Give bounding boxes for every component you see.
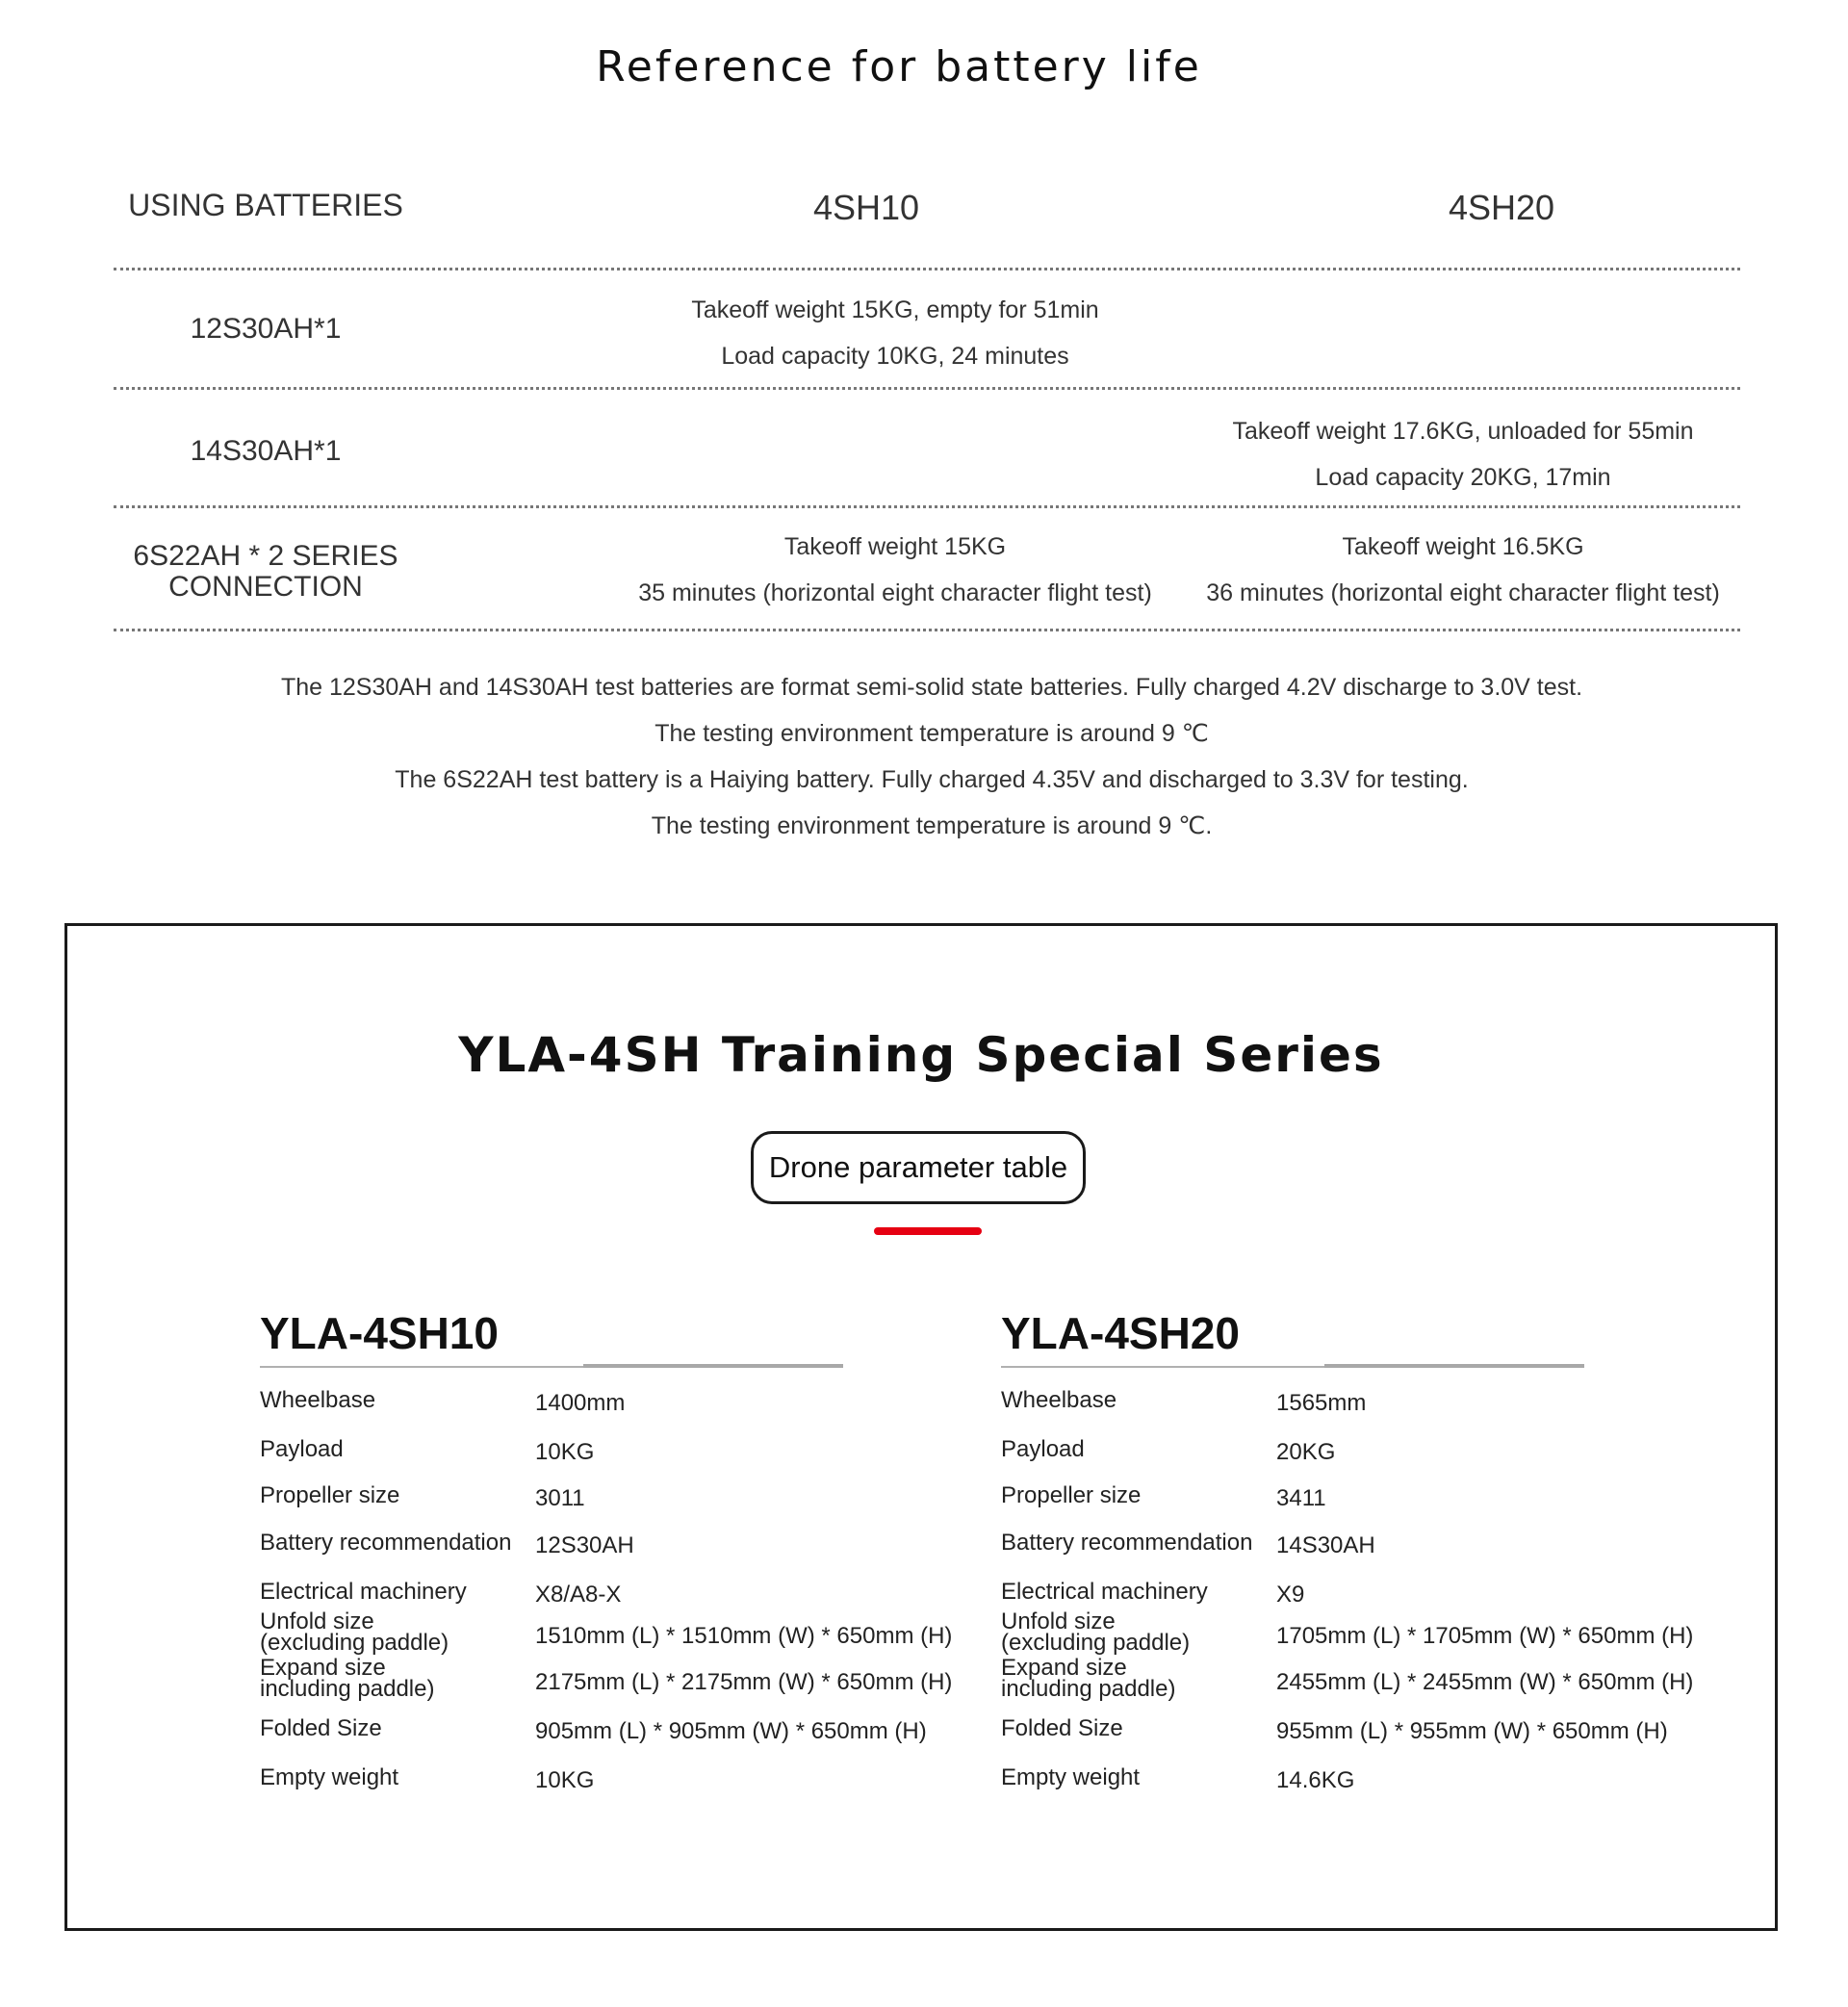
- spec-label-line: Electrical machinery: [1001, 1579, 1208, 1605]
- spec-label-line: Wheelbase: [1001, 1387, 1117, 1413]
- note-line: The 12S30AH and 14S30AH test batteries are format semi-solid state batteries. Fully charged 4.2V discharge to 3.0V test.: [280, 674, 1583, 701]
- spec-value: 3411: [1276, 1485, 1326, 1511]
- spec-label-line: (excluding paddle): [1001, 1630, 1191, 1656]
- spec-label-line: Propeller size: [1001, 1482, 1142, 1508]
- spec-block-4sh20: [1001, 1306, 1694, 1793]
- spec-value: 955mm (L) * 955mm (W) * 650mm (H): [1276, 1718, 1668, 1744]
- spec-label: [1001, 1764, 1270, 1790]
- spec-label-line: Empty weight: [1001, 1764, 1141, 1790]
- spec-label: [260, 1715, 529, 1741]
- spec-label-line: Wheelbase: [260, 1387, 376, 1413]
- spec-label: [1001, 1532, 1270, 1554]
- spec-label-line: Propeller size: [260, 1482, 400, 1508]
- spec-label: [260, 1387, 529, 1413]
- spec-value: 2455mm (L) * 2455mm (W) * 650mm (H): [1276, 1669, 1694, 1695]
- header-using-batteries: USING BATTERIES: [128, 188, 403, 222]
- model-name-underline: [1001, 1364, 1584, 1368]
- spec-label-line: Folded Size: [260, 1715, 382, 1741]
- spec-label: [1001, 1387, 1270, 1413]
- spec-value: 10KG: [535, 1767, 595, 1793]
- cell-4sh20-6s22ah-line1: Takeoff weight 16.5KG: [1342, 533, 1584, 560]
- spec-label: [1001, 1436, 1270, 1462]
- cell-4sh10-6s22ah-line2: 35 minutes (horizontal eight character flight test): [638, 579, 1152, 606]
- spec-value: 1565mm: [1276, 1390, 1367, 1416]
- row-label-6s22ah-line2: CONNECTION: [168, 571, 363, 603]
- spec-value: 14.6KG: [1276, 1767, 1355, 1793]
- spec-label: [260, 1482, 529, 1508]
- spec-label-line: including paddle): [260, 1676, 435, 1702]
- cell-4sh10-12s30ah-line2: Load capacity 10KG, 24 minutes: [721, 343, 1069, 370]
- model-name: YLA-4SH10: [260, 1308, 499, 1358]
- header-4sh20: 4SH20: [1448, 188, 1555, 227]
- spec-label: [1001, 1608, 1270, 1656]
- row-divider: [114, 268, 1740, 270]
- spec-label-line: (excluding paddle): [260, 1630, 449, 1656]
- spec-label: [1001, 1579, 1270, 1605]
- spec-label-line: Expand size: [1001, 1655, 1127, 1681]
- spec-block-4sh10: [260, 1306, 953, 1793]
- row-divider: [114, 505, 1740, 508]
- note-line: The testing environment temperature is around 9 ℃.: [651, 812, 1213, 839]
- parameter-panel: [64, 923, 1778, 1931]
- spec-label: [260, 1532, 529, 1554]
- spec-label-line: Battery recommendation: [1001, 1530, 1253, 1556]
- spec-value: 10KG: [535, 1439, 595, 1465]
- cell-4sh10-12s30ah-line1: Takeoff weight 15KG, empty for 51min: [691, 296, 1099, 323]
- cell-4sh20-14s30ah-line2: Load capacity 20KG, 17min: [1315, 464, 1611, 491]
- battery-test-notes: [0, 664, 1848, 849]
- spec-value: 3011: [535, 1485, 585, 1511]
- series-title: YLA-4SH Training Special Series: [458, 1027, 1384, 1083]
- spec-value: 1400mm: [535, 1390, 626, 1416]
- spec-label-line: Expand size: [260, 1655, 386, 1681]
- spec-label: [260, 1764, 529, 1790]
- cell-4sh20-6s22ah-line2: 36 minutes (horizontal eight character flight test): [1206, 579, 1720, 606]
- spec-label-line: Battery recommendation: [260, 1530, 512, 1556]
- spec-label: [1001, 1482, 1270, 1508]
- spec-label-line: Payload: [260, 1436, 344, 1462]
- spec-label-line: Payload: [1001, 1436, 1085, 1462]
- spec-value: X9: [1276, 1582, 1305, 1608]
- row-divider: [114, 629, 1740, 631]
- spec-label: [260, 1579, 529, 1605]
- spec-value: 905mm (L) * 905mm (W) * 650mm (H): [535, 1718, 927, 1744]
- row-label-12s30ah: 12S30AH*1: [190, 313, 342, 345]
- row-divider: [114, 387, 1740, 390]
- spec-label-line: Folded Size: [1001, 1715, 1123, 1741]
- cell-4sh10-6s22ah-line1: Takeoff weight 15KG: [783, 533, 1007, 560]
- row-label-6s22ah: 6S22AH * 2 SERIES: [133, 540, 398, 572]
- row-label-14s30ah: 14S30AH*1: [190, 435, 342, 467]
- spec-label-line: Electrical machinery: [260, 1579, 467, 1605]
- spec-value: X8/A8-X: [535, 1582, 622, 1608]
- spec-value: 12S30AH: [535, 1532, 634, 1558]
- spec-value: 1510mm (L) * 1510mm (W) * 650mm (H): [535, 1623, 953, 1649]
- cell-4sh20-14s30ah-line1: Takeoff weight 17.6KG, unloaded for 55min: [1232, 418, 1694, 445]
- note-line: The 6S22AH test battery is a Haiying battery. Fully charged 4.35V and discharged to 3.3V for testing.: [395, 766, 1469, 793]
- note-line: The testing environment temperature is around 9 ℃: [654, 720, 1209, 747]
- spec-label-line: Unfold size: [260, 1608, 374, 1634]
- spec-label: [260, 1655, 529, 1702]
- spec-label: [1001, 1715, 1270, 1741]
- spec-label-line: Empty weight: [260, 1764, 399, 1790]
- header-4sh10: 4SH10: [812, 188, 920, 227]
- battery-life-title: Reference for battery life: [596, 42, 1202, 91]
- spec-label-line: including paddle): [1001, 1676, 1176, 1702]
- model-name-underline: [260, 1364, 843, 1368]
- spec-value: 20KG: [1276, 1439, 1336, 1465]
- spec-label-line: Unfold size: [1001, 1608, 1116, 1634]
- parameter-table-badge: Drone parameter table: [751, 1131, 1086, 1204]
- spec-label: [260, 1608, 529, 1656]
- spec-value: 14S30AH: [1276, 1532, 1375, 1558]
- spec-value: 2175mm (L) * 2175mm (W) * 650mm (H): [535, 1669, 953, 1695]
- spec-value: 1705mm (L) * 1705mm (W) * 650mm (H): [1276, 1623, 1694, 1649]
- spec-label: [260, 1436, 529, 1462]
- spec-label: [1001, 1655, 1270, 1702]
- model-name: YLA-4SH20: [1001, 1308, 1240, 1358]
- accent-underline: [874, 1227, 982, 1235]
